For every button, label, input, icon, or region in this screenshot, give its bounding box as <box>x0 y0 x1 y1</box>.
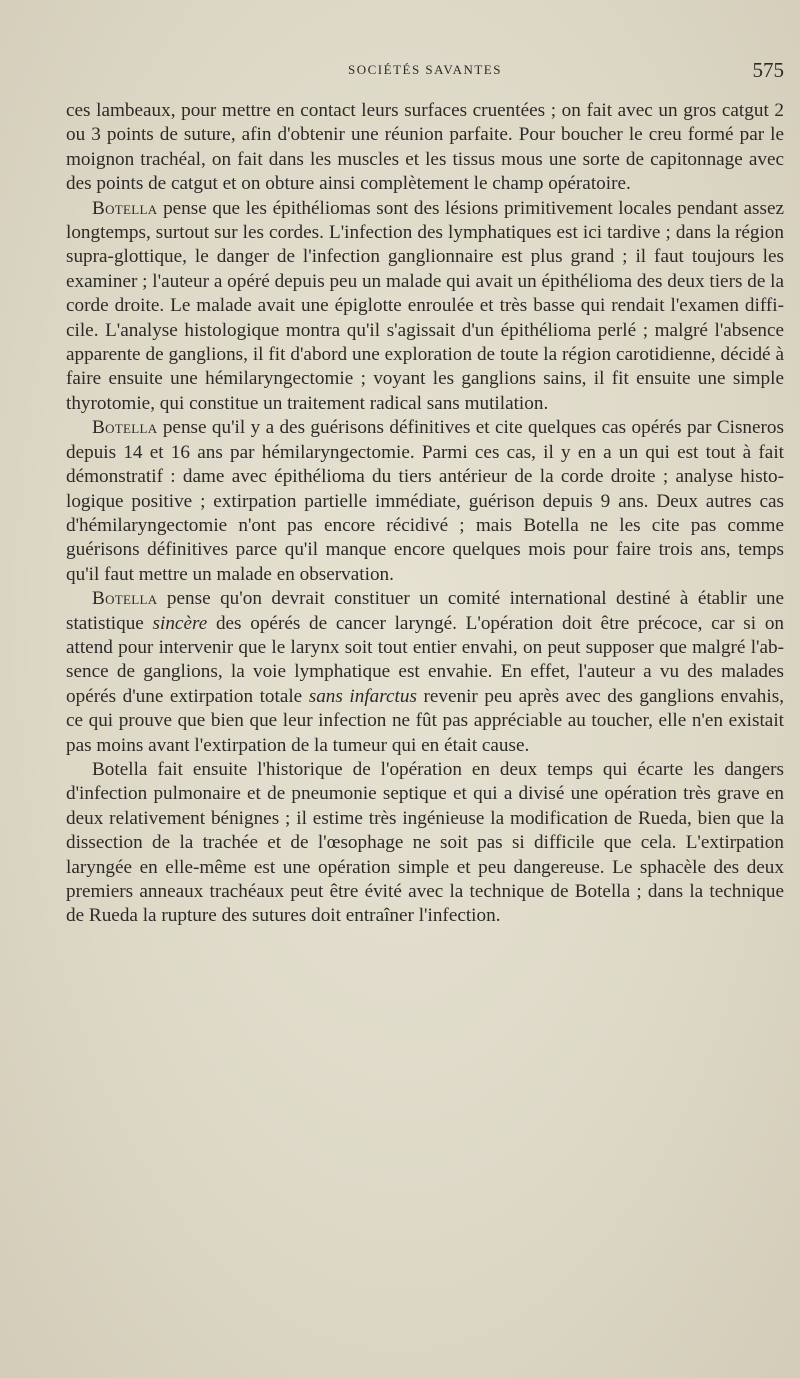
paragraph-4-text-middle: des opérés de cancer laryngé. L'opération doit être précoce, car si on attend pour intervenir que le larynx soit tout entier envahi, on peut supposer que malgré l'absence de ganglions, la voie lymphatique est envahie. En effet, l'auteur a vu des malades opérés d'une extirpation totale <box>66 612 785 707</box>
paragraph-1 <box>66 99 784 197</box>
running-title: SOCIÉTÉS SAVANTES <box>348 62 502 77</box>
paragraph-3-text: pense qu'il y a des guérisons définitives et cite quelques cas opérés par Cisneros depuis 14 et 16 ans par hémilaryngectomie. Parmi ces cas, il y en a un qui est tout à fait démonstratif : dame avec épithélioma du tiers antérieur de la corde droite ; analyse histologique positive ; extirpation partielle immédiate, guérison depuis 9 ans. Deux autres cas d'hémilaryngectomie n'ont pas encore récidivé ; mais Botella ne les cite pas comme guérisons définitives parce qu'il manque encore quelques mois pour faire trois ans, temps qu'il faut mettre un malade en observation. <box>66 417 784 585</box>
author-name: Botella <box>92 197 158 219</box>
paragraph-4 <box>66 587 784 758</box>
italic-term-sincere: sincère <box>152 612 208 634</box>
paragraph-2 <box>66 197 784 417</box>
author-name: Botella <box>92 588 158 610</box>
article-body <box>66 99 784 929</box>
paragraph-1-text: ces lambeaux, pour mettre en contact leurs surfaces cruentées ; on fait avec un gros catgut 2 ou 3 points de suture, afin d'obtenir une réunion parfaite. Pour boucher le creu formé par le moignon trachéal, on fait dans les muscles et les tissus mous une sorte de capitonnage avec des points de catgut et on obture ainsi complètement le champ opératoire. <box>66 100 784 195</box>
paragraph-4-text-after: revenir peu après avec des ganglions envahis, ce qui prouve que bien que leur infection ne fût pas appréciable au toucher, elle n'en existait pas moins avant l'extirpation de la tumeur qui en était cause. <box>66 685 784 756</box>
page-header <box>66 58 784 84</box>
paragraph-5-text: Botella fait ensuite l'historique de l'opération en deux temps qui écarte les dangers d'infection pulmonaire et de pneumonie septique et qui a divisé une opération très grave en deux relativement bénignes ; il estime très ingénieuse la modification de Rueda, bien que la dissection de la trachée et de l'œsophage ne soit pas si difficile que cela. L'extirpation laryngée en elle-même est une opération simple et peu dangereuse. Le sphacèle des deux premiers anneaux trachéaux peut être évité avec la technique de Botella ; dans la technique de Rueda la rupture des sutures doit entraîner l'infection. <box>66 758 784 927</box>
page-number: 575 <box>752 58 784 82</box>
author-name: Botella <box>92 417 158 439</box>
italic-term-sans-infarctus: sans infarctus <box>308 685 417 707</box>
paragraph-3 <box>66 416 784 587</box>
paragraph-5 <box>66 758 784 929</box>
paragraph-2-text: pense que les épithéliomas sont des lésions primitivement locales pendant assez longtemps, surtout sur les cordes. L'infection des lymphatiques est ici tardive ; dans la région supra-glottique, le danger de l'infection ganglionnaire est plus grand ; il faut toujours les examiner ; l'auteur a opéré depuis peu un malade qui avait un épithélioma des deux tiers de la corde droite. Le malade avait une épiglotte enroulée et très basse qui rendait l'examen difficile. L'analyse histologique montra qu'il s'agissait d'un épithélioma perlé ; malgré l'absence apparente de ganglions, il fit d'abord une exploration de toute la région carotidienne, décidé à faire ensuite une hémilaryngectomie ; voyant les ganglions sains, il fit ensuite une simple thyrotomie, qui constitue un traitement radical sans mutilation. <box>66 197 784 414</box>
paragraph-4-text-before: pense qu'on devrait constituer un comité international destiné à établir une statistique <box>66 588 784 634</box>
